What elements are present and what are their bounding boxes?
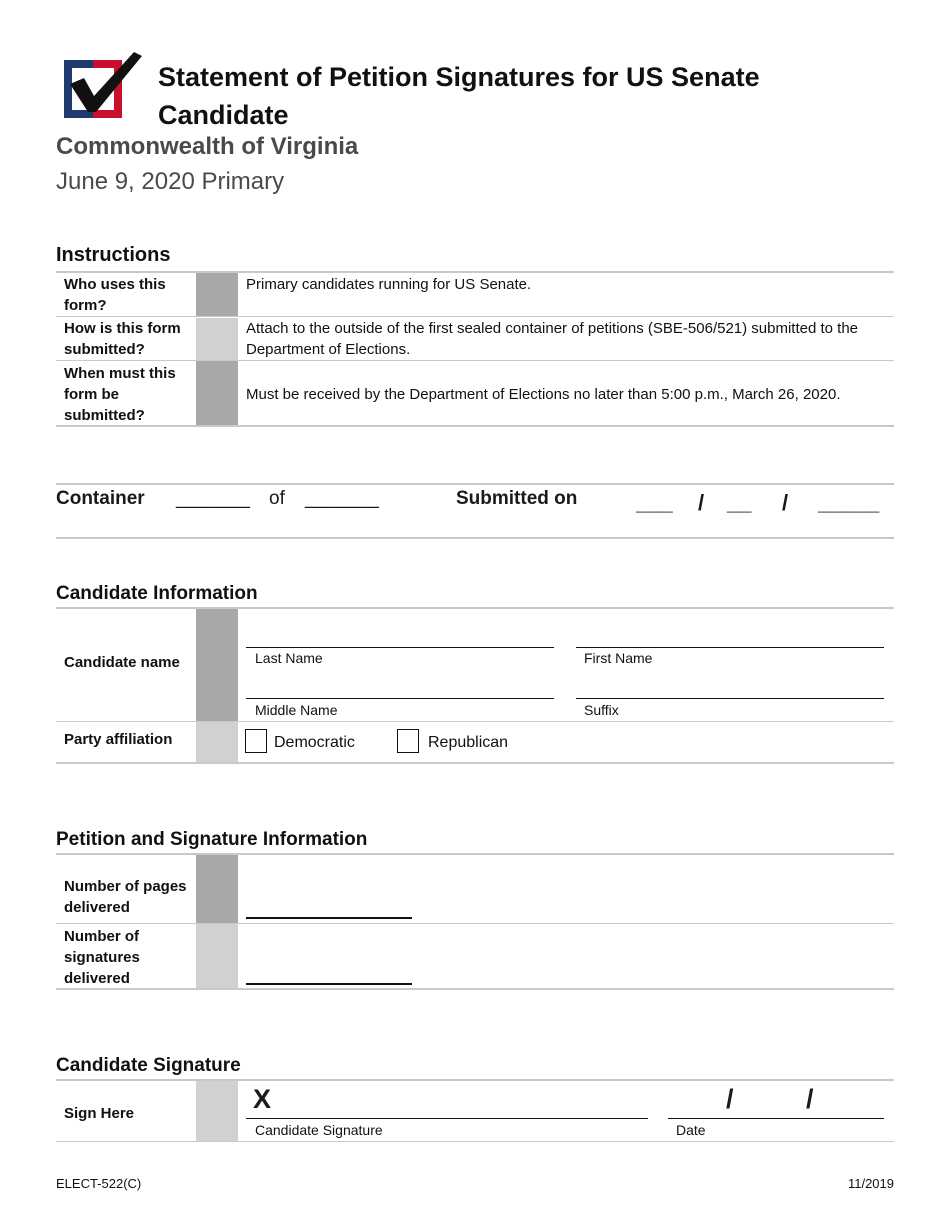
divider	[56, 1141, 894, 1142]
instructions-heading: Instructions	[56, 244, 171, 266]
instruction-text: Attach to the outside of the first sealed container of petitions (SBE-506/521) submitted to the Department of Elections.	[246, 320, 859, 358]
republican-label: Republican	[428, 734, 509, 751]
logo	[60, 50, 142, 120]
middle-name-field[interactable]	[246, 698, 554, 699]
first-name-field[interactable]	[576, 647, 884, 648]
divider	[56, 360, 894, 361]
divider	[56, 923, 894, 924]
instruction-label: Who uses this form?	[64, 276, 166, 314]
republican-checkbox[interactable]	[397, 729, 419, 753]
of-label: of	[269, 488, 285, 509]
row-marker	[196, 924, 238, 988]
signatures-delivered-field[interactable]	[246, 983, 412, 985]
democratic-checkbox[interactable]	[245, 729, 267, 753]
submitted-month-field[interactable]: ___	[636, 490, 673, 515]
page-title: Statement of Petition Signatures for US Senate Candidate	[158, 62, 760, 130]
row-marker	[196, 318, 238, 360]
form-id: ELECT-522(C)	[56, 1176, 142, 1191]
divider	[56, 721, 894, 722]
row-marker	[196, 361, 238, 425]
suffix-caption: Suffix	[584, 702, 619, 718]
date-caption: Date	[676, 1122, 706, 1138]
last-name-caption: Last Name	[255, 650, 323, 666]
row-marker	[196, 722, 238, 762]
signatures-delivered-label: Number of signatures delivered	[64, 928, 140, 987]
sign-here-label: Sign Here	[64, 1105, 135, 1122]
divider	[56, 988, 894, 990]
instruction-text: Primary candidates running for US Senate.	[246, 276, 532, 293]
signature-date-field[interactable]	[668, 1118, 884, 1119]
instruction-label: How is this form submitted?	[64, 320, 181, 358]
divider	[56, 316, 894, 317]
candidate-name-label: Candidate name	[64, 654, 180, 671]
divider	[56, 762, 894, 764]
candidate-signature-heading: Candidate Signature	[56, 1055, 241, 1076]
x-mark: X	[253, 1084, 272, 1114]
container-total-field[interactable]: _______	[305, 488, 379, 509]
row-marker	[196, 273, 238, 317]
date-slash: /	[726, 1084, 734, 1114]
divider	[56, 271, 894, 273]
submitted-year-field[interactable]: _____	[818, 490, 880, 515]
divider	[56, 537, 894, 539]
candidate-signature-field[interactable]	[246, 1118, 648, 1119]
row-marker	[196, 855, 238, 923]
divider	[56, 1079, 894, 1081]
row-marker	[196, 609, 238, 721]
party-affiliation-label: Party affiliation	[64, 731, 173, 748]
pages-delivered-field[interactable]	[246, 917, 412, 919]
pages-delivered-label: Number of pages delivered	[64, 878, 187, 916]
divider	[56, 853, 894, 855]
suffix-field[interactable]	[576, 698, 884, 699]
date-slash: /	[698, 490, 705, 515]
submitted-on-label: Submitted on	[456, 488, 578, 509]
divider	[56, 425, 894, 427]
divider	[56, 483, 894, 485]
candidate-info-heading: Candidate Information	[56, 583, 258, 604]
container-number-field[interactable]: _______	[176, 488, 250, 509]
signature-caption: Candidate Signature	[255, 1122, 383, 1138]
instruction-text: Must be received by the Department of Elections no later than 5:00 p.m., March 26, 2020.	[246, 386, 841, 403]
last-name-field[interactable]	[246, 647, 554, 648]
petition-info-heading: Petition and Signature Information	[56, 829, 368, 850]
middle-name-caption: Middle Name	[255, 702, 338, 718]
row-marker	[196, 1081, 238, 1141]
date-slash: /	[806, 1084, 814, 1114]
election-name: June 9, 2020 Primary	[56, 168, 285, 195]
divider	[56, 607, 894, 609]
revision-date: 11/2019	[847, 1176, 894, 1191]
jurisdiction: Commonwealth of Virginia	[56, 133, 359, 160]
submitted-day-field[interactable]: __	[727, 490, 752, 515]
first-name-caption: First Name	[584, 650, 653, 666]
date-slash: /	[782, 490, 789, 515]
container-label: Container	[56, 488, 145, 509]
instruction-label: When must this form be submitted?	[64, 365, 176, 424]
democratic-label: Democratic	[274, 734, 355, 751]
